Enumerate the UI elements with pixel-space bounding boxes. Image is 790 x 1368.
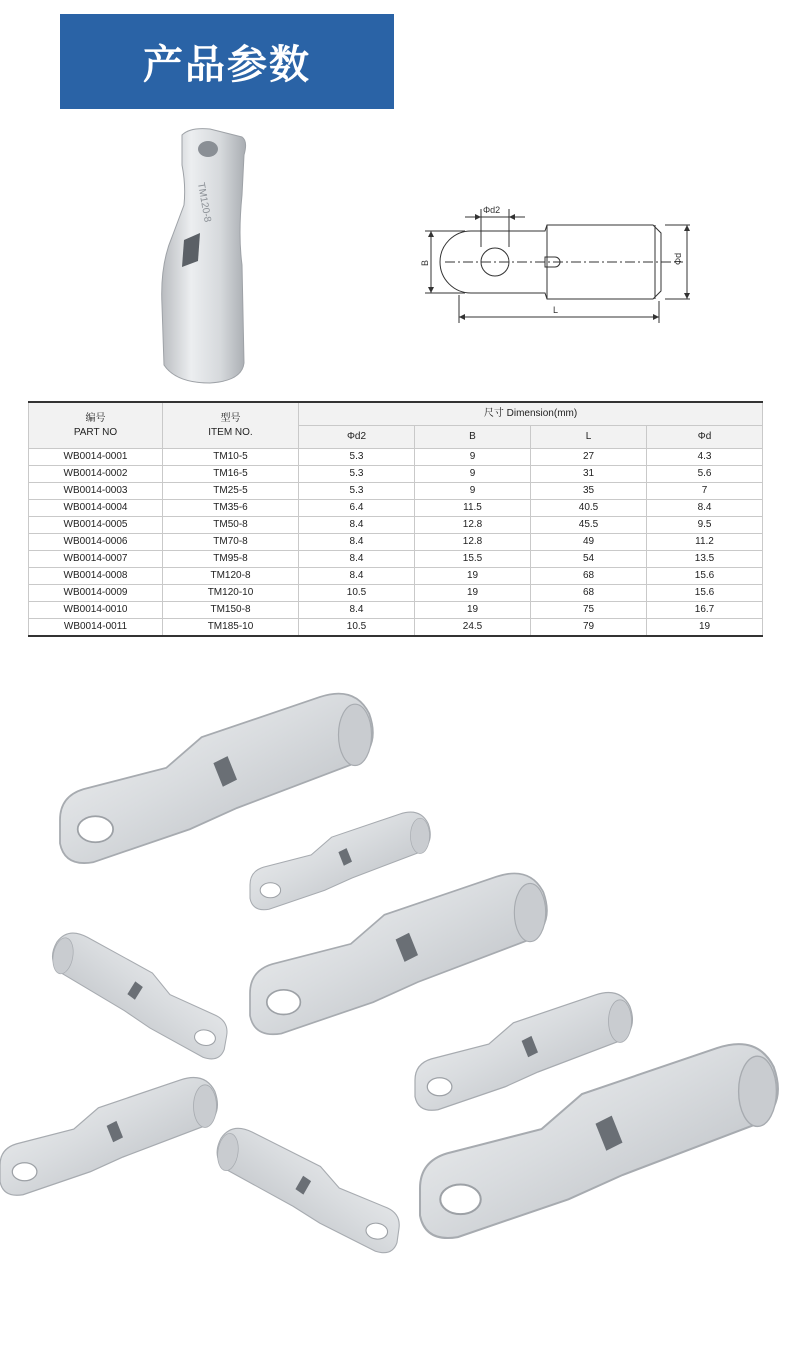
cell-d: 7	[647, 483, 763, 500]
header-d: Φd	[647, 426, 763, 449]
cell-l: 68	[531, 568, 647, 585]
cell-d: 15.6	[647, 568, 763, 585]
cell-part-no: WB0014-0009	[29, 585, 163, 602]
cell-b: 12.8	[415, 517, 531, 534]
table-row	[29, 500, 763, 517]
cell-d2: 10.5	[299, 585, 415, 602]
header-item-no	[163, 402, 299, 449]
table-row	[29, 517, 763, 534]
table-row	[29, 466, 763, 483]
cell-d2: 10.5	[299, 619, 415, 637]
cell-part-no: WB0014-0002	[29, 466, 163, 483]
svg-text:TM120-8: TM120-8	[194, 181, 213, 224]
cell-b: 11.5	[415, 500, 531, 517]
table-row	[29, 619, 763, 637]
dimension-diagram	[405, 195, 705, 330]
spec-table	[28, 401, 763, 637]
banner-title: 产品参数	[143, 42, 311, 88]
cell-d2: 6.4	[299, 500, 415, 517]
cell-d2: 8.4	[299, 551, 415, 568]
cell-d: 15.6	[647, 585, 763, 602]
cell-b: 15.5	[415, 551, 531, 568]
cell-l: 68	[531, 585, 647, 602]
cell-part-no: WB0014-0005	[29, 517, 163, 534]
cell-l: 40.5	[531, 500, 647, 517]
cell-item-no: TM185-10	[163, 619, 299, 637]
cell-d: 19	[647, 619, 763, 637]
cell-b: 9	[415, 483, 531, 500]
cell-d2: 8.4	[299, 534, 415, 551]
diagram-label-d: Φd	[673, 252, 683, 265]
cell-d2: 5.3	[299, 449, 415, 466]
cell-item-no: TM50-8	[163, 517, 299, 534]
cell-item-no: TM70-8	[163, 534, 299, 551]
table-row	[29, 585, 763, 602]
cell-l: 49	[531, 534, 647, 551]
header-part-cn: 编号	[85, 412, 106, 424]
cell-b: 12.8	[415, 534, 531, 551]
cell-l: 31	[531, 466, 647, 483]
cell-d2: 5.3	[299, 483, 415, 500]
cell-part-no: WB0014-0006	[29, 534, 163, 551]
header-l: L	[531, 426, 647, 449]
cell-l: 27	[531, 449, 647, 466]
cell-l: 75	[531, 602, 647, 619]
table-row	[29, 534, 763, 551]
cell-part-no: WB0014-0003	[29, 483, 163, 500]
cell-b: 9	[415, 466, 531, 483]
cell-d: 5.6	[647, 466, 763, 483]
cell-item-no: TM95-8	[163, 551, 299, 568]
header-dimension: 尺寸 Dimension(mm)	[299, 402, 763, 426]
header-item-cn: 型号	[220, 412, 241, 424]
cell-item-no: TM10-5	[163, 449, 299, 466]
cell-d2: 8.4	[299, 602, 415, 619]
table-row	[29, 449, 763, 466]
cell-d: 9.5	[647, 517, 763, 534]
header-item-en: ITEM NO.	[208, 426, 253, 438]
cell-item-no: TM16-5	[163, 466, 299, 483]
cell-b: 9	[415, 449, 531, 466]
cell-d2: 5.3	[299, 466, 415, 483]
cell-d: 11.2	[647, 534, 763, 551]
diagram-label-l: L	[553, 305, 559, 315]
cell-part-no: WB0014-0004	[29, 500, 163, 517]
cell-item-no: TM35-6	[163, 500, 299, 517]
cell-d: 8.4	[647, 500, 763, 517]
cell-d2: 8.4	[299, 568, 415, 585]
header-part-no	[29, 402, 163, 449]
cell-item-no: TM25-5	[163, 483, 299, 500]
cell-item-no: TM150-8	[163, 602, 299, 619]
cell-item-no: TM120-8	[163, 568, 299, 585]
header-b: B	[415, 426, 531, 449]
cell-l: 79	[531, 619, 647, 637]
cell-d: 4.3	[647, 449, 763, 466]
cell-b: 19	[415, 602, 531, 619]
cell-d: 16.7	[647, 602, 763, 619]
table-row	[29, 483, 763, 500]
cell-item-no: TM120-10	[163, 585, 299, 602]
title-banner	[60, 14, 394, 109]
cell-d2: 8.4	[299, 517, 415, 534]
cell-b: 19	[415, 585, 531, 602]
cell-l: 45.5	[531, 517, 647, 534]
cell-part-no: WB0014-0010	[29, 602, 163, 619]
diagram-label-d2: Φd2	[483, 205, 501, 215]
header-part-en: PART NO	[73, 426, 118, 438]
diagram-label-b: B	[420, 259, 430, 266]
cell-part-no: WB0014-0001	[29, 449, 163, 466]
product-photo-assortment	[0, 680, 790, 1368]
table-row	[29, 551, 763, 568]
cell-l: 35	[531, 483, 647, 500]
header-d2: Φd2	[299, 426, 415, 449]
cell-part-no: WB0014-0008	[29, 568, 163, 585]
cell-b: 24.5	[415, 619, 531, 637]
table-row	[29, 568, 763, 585]
cell-part-no: WB0014-0011	[29, 619, 163, 637]
cell-d: 13.5	[647, 551, 763, 568]
product-photo-single-lug	[150, 125, 260, 387]
cell-l: 54	[531, 551, 647, 568]
cell-part-no: WB0014-0007	[29, 551, 163, 568]
table-row	[29, 602, 763, 619]
cell-b: 19	[415, 568, 531, 585]
